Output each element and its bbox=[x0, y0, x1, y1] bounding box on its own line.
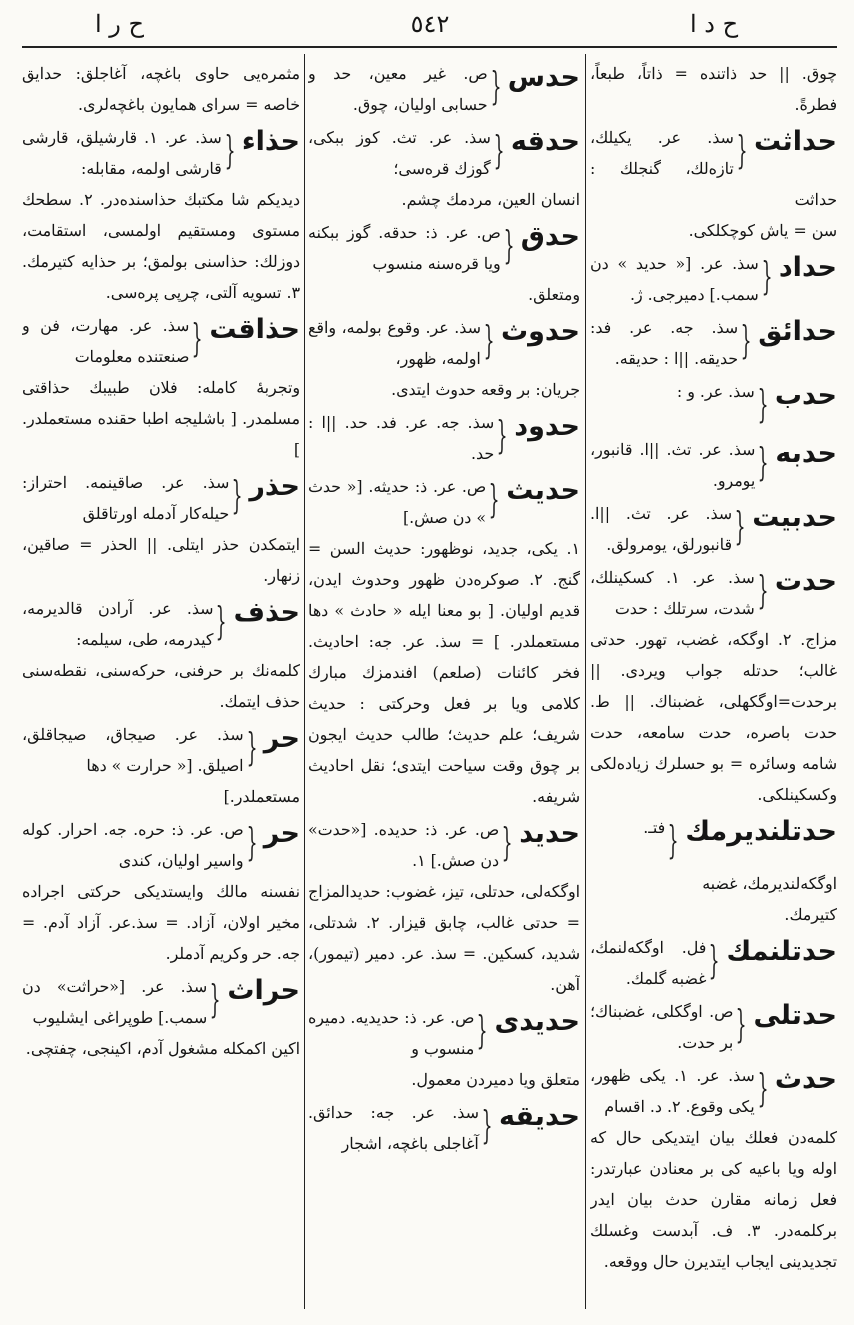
dictionary-entry bbox=[590, 562, 837, 810]
dictionary-entry bbox=[22, 593, 300, 717]
brace-glyph: { bbox=[496, 413, 508, 457]
entry-gloss: ص. عر. ذ: حديده. [«حدت» دن صش.] ١. bbox=[308, 820, 500, 870]
dictionary-entry bbox=[308, 312, 580, 405]
brace-glyph: { bbox=[761, 254, 773, 298]
brace-glyph: { bbox=[246, 725, 258, 769]
page-number: ٥٤٢ bbox=[410, 10, 450, 38]
dictionary-entry bbox=[22, 467, 300, 591]
entry-gloss: سذ. جه. عر. فد: حديقه. ||ا : حديقه. bbox=[590, 318, 739, 368]
dictionary-entry bbox=[590, 498, 837, 560]
column-left bbox=[22, 58, 300, 1308]
dictionary-entry bbox=[308, 1097, 580, 1159]
dictionary-entry bbox=[590, 932, 837, 994]
dictionary-entry bbox=[22, 122, 300, 308]
brace-glyph: { bbox=[493, 128, 505, 172]
entry-headword: حذف bbox=[233, 597, 300, 628]
entry-text: چوق. || حد ذاتنده = ذاتاً، طبعاً، فطرةً. bbox=[590, 64, 837, 114]
entry-gloss: فتـ. اوگكه‌لنديرمك، غضبه bbox=[643, 818, 837, 893]
entry-text: ومتعلق. bbox=[528, 285, 580, 304]
entry-gloss: سذ. عر. ١. يكى ظهور، يكى وقوع. ٢. د. اقسام bbox=[590, 1066, 755, 1116]
entry-text: سن = ياش كوچكلكى. bbox=[688, 221, 837, 240]
brace-glyph: { bbox=[246, 820, 258, 864]
entry-text: ديديكم شا مكتبك حذاسنده‌در. ٢. سطحك مستوى ومستقيم اولمسى، استقامت، دوزلك: حذاسنى بولمق؛ بر حذايه كتيرمك. ٣. تسويه آلتى، چرپى پره‌سى. bbox=[22, 190, 300, 302]
brace-glyph: { bbox=[708, 938, 720, 982]
brace-glyph: { bbox=[481, 1103, 493, 1147]
entry-text: مثمره‌يى حاوى باغچه، آغاجلق: حدايق خاصه = سراى هما‌يون باغچه‌لرى. bbox=[22, 64, 300, 114]
entry-gloss: سذ. عر. تث. ||ا. قانبورلق، يومرولق. bbox=[590, 504, 733, 554]
dictionary-entry bbox=[590, 434, 837, 496]
dictionary-entry bbox=[22, 814, 300, 969]
entry-headword: حدث bbox=[774, 1064, 837, 1095]
dictionary-entry bbox=[590, 312, 837, 374]
entry-headword: حذاء bbox=[241, 126, 300, 157]
entry-gloss: ص. عر. ذ: حدقه. گوز ببكنه ويا قره‌سنه منسوب bbox=[308, 223, 501, 273]
dictionary-entry bbox=[22, 58, 300, 120]
page-header bbox=[0, 0, 854, 46]
entry-text: اكين اكمكله مشغول آدم، اكينجى، چفتچى. bbox=[25, 1039, 300, 1058]
entry-gloss: ص. اوگكلى، غضبناك؛ بر حدت. bbox=[590, 1002, 734, 1052]
entry-headword: حدتلنديرمك bbox=[685, 816, 837, 847]
entry-text: ١. يكى، جديد، نوظهور: حديث السن = گنج. ٢. صوكره‌دن ظهور وحدوث ايدن، قديم اوليان. [ بو معنا ايله « حادث » دها مستعملدر. ] = سذ. عر. جه: احاديث. فخر كائنات (صلعم) افندمزك مبارك كلامى ويا بر فعل وحركتى : حديث شريف؛ علم حديث؛ طالب حديث ايجون بر چوق وقت سياحت ايتدى؛ نقل احاديث شريفه. bbox=[308, 539, 580, 806]
brace-glyph: { bbox=[501, 820, 513, 864]
entry-headword: حديقه bbox=[499, 1101, 580, 1132]
entry-text: مزاج. ٢. اوگكه، غضب، تهور. حدتى غالب؛ حدتله جواب ويردى. ||برحدت=اوگكهلى، غضبناك. || ط. حدت باصره، حدت سامعه، حدت شامه وسائره = بو حسلرك زياده‌لكى وكسكينلكى. bbox=[590, 630, 837, 804]
entry-headword: حديث bbox=[506, 475, 580, 506]
entry-headword: حدب bbox=[774, 380, 837, 411]
entry-headword: حديد bbox=[519, 818, 580, 849]
entry-gloss: سذ. عر. جه: حدائق. آغاجلى باغچه، اشجار bbox=[308, 1103, 479, 1153]
entry-text: جريان: بر وقعه حدوث ايتدى. bbox=[391, 380, 580, 399]
entry-gloss: سذ. عر. ١. قارشيلق، قارشى قارشى اولمه، مقابله: bbox=[22, 128, 222, 178]
entry-gloss: سذ. عر. صاقينمه. احتراز: حيله‌كار آدمله اورتاقلق bbox=[22, 473, 230, 523]
entry-gloss: سذ. عر. تث. كوز ببكى، گوزك قره‌سى؛ bbox=[308, 128, 491, 178]
entry-headword: حداثت bbox=[753, 126, 837, 157]
dictionary-entry bbox=[308, 471, 580, 812]
entry-text: مستعملدر.] bbox=[223, 787, 300, 806]
entry-headword: حدت bbox=[774, 566, 837, 597]
brace-glyph: { bbox=[734, 504, 746, 548]
column-right bbox=[590, 58, 837, 1308]
brace-glyph: { bbox=[191, 316, 203, 360]
entry-headword: حدائق bbox=[758, 316, 837, 347]
brace-glyph: { bbox=[740, 318, 752, 362]
dictionary-entry bbox=[308, 122, 580, 215]
dictionary-entry bbox=[22, 971, 300, 1064]
dictionary-entry bbox=[590, 996, 837, 1058]
entry-gloss: فل. اوگكه‌لنمك، غضبه گلمك. bbox=[590, 938, 707, 988]
entry-text: ايتمكدن حذر ايتلى. || الحذر = صاقين، زنهار. bbox=[22, 535, 300, 585]
brace-glyph: { bbox=[216, 599, 227, 643]
dictionary-entry bbox=[308, 814, 580, 1000]
entry-headword: حر bbox=[263, 723, 300, 754]
brace-glyph: { bbox=[488, 477, 500, 521]
brace-glyph: { bbox=[224, 128, 236, 172]
dictionary-entry bbox=[590, 58, 837, 120]
dictionary-entry bbox=[590, 248, 837, 310]
entry-headword: حدبه bbox=[775, 438, 837, 469]
entry-text: انسان العين، مردمك چشم. bbox=[401, 190, 580, 209]
entry-headword: حدس bbox=[507, 62, 580, 93]
dictionary-entry bbox=[590, 122, 837, 246]
column-divider-right bbox=[585, 54, 586, 1309]
entry-gloss: سذ. عر. تث. ||ا. قانبور، يومرو. bbox=[590, 440, 756, 490]
entry-headword: حديدى bbox=[494, 1006, 580, 1037]
brace-glyph: { bbox=[503, 223, 515, 267]
entry-gloss: ص. عر. ذ: حره. جه. احرار. كوله واسير اوليان، كندى bbox=[22, 820, 244, 870]
entry-headword: حداد bbox=[778, 252, 837, 283]
entry-headword: حدوث bbox=[501, 316, 580, 347]
entry-headword: حدتلى bbox=[753, 1000, 837, 1031]
dictionary-entry bbox=[22, 310, 300, 465]
entry-text: اوگكه‌لى، حدتلى، تيز، غضوب: حديدالمزاج = حدتى غالب، چابق قيزار. ٢. شدتلى، شديد، كسكين. = سذ. عر. دمير (تيمور)، آهن. bbox=[308, 882, 580, 994]
entry-gloss: سذ. عر. يكيلك، تازه‌لك، گنجلك : حداثت bbox=[590, 128, 837, 209]
entry-text: وتجربهٔ كامله: فلان طبيبك حذاقتى مسلمدر. [ باشليجه اطبا حقنده مستعملدر. ] bbox=[22, 378, 300, 459]
dictionary-entry bbox=[590, 376, 837, 432]
entry-gloss: ص. عر. ذ: حديديه. دميره منسوب و bbox=[308, 1008, 475, 1058]
header-rule bbox=[22, 46, 837, 48]
dictionary-entry bbox=[308, 58, 580, 120]
entry-headword: حذاقت bbox=[209, 314, 300, 345]
entry-headword: حراث bbox=[227, 975, 300, 1006]
header-right-letters: ح د ا bbox=[690, 10, 739, 38]
dictionary-entry bbox=[590, 812, 837, 930]
header-left-letters: ح ر ا bbox=[95, 10, 145, 38]
brace-glyph: { bbox=[490, 64, 502, 108]
entry-headword: حدق bbox=[520, 221, 580, 252]
entry-gloss: سذ. عر. [«حراثت» دن سمب.] طوپراغى ايشليوب bbox=[22, 977, 208, 1027]
entry-gloss: سذ. عر. وقوع بولمه، واقع اولمه، ظهور، bbox=[308, 318, 481, 368]
brace-glyph: { bbox=[476, 1008, 488, 1052]
column-divider-left bbox=[304, 54, 305, 1309]
entry-text: متعلق ويا دميردن معمول. bbox=[411, 1070, 580, 1089]
dictionary-entry bbox=[308, 217, 580, 310]
brace-glyph: { bbox=[209, 977, 221, 1021]
brace-glyph: { bbox=[757, 382, 769, 426]
dictionary-entry bbox=[308, 1002, 580, 1095]
entry-headword: حدبيت bbox=[752, 502, 837, 533]
entry-headword: حدتلنمك bbox=[726, 936, 837, 967]
column-middle bbox=[308, 58, 580, 1308]
entry-text: كتيرمك. bbox=[784, 905, 837, 924]
entry-gloss: سذ. عر. [« حديد » دن سمب.] دميرجى. ژ. bbox=[590, 254, 759, 304]
entry-gloss: سذ. جه. عر. فد. حد. ||ا : حد. bbox=[308, 413, 495, 463]
entry-gloss: سذ. عر. و : bbox=[676, 382, 755, 401]
dictionary-entry bbox=[590, 1060, 837, 1277]
entry-text: نفسنه مالك وايستديكى حركتى اجراده مخير اولان، آزاد. = سذ.عر. آزاد آدم. = جه. حر وكريم آدملر. bbox=[22, 882, 300, 963]
entry-gloss: ص. عر. ذ: حديثه. [« حدث » دن صش.] bbox=[308, 477, 487, 527]
entry-headword: حدود bbox=[514, 411, 580, 442]
entry-gloss: سذ. عر. صيجاق، صيجاقلق، اصيلق. [« حرارت » دها bbox=[22, 725, 244, 775]
brace-glyph: { bbox=[757, 568, 769, 612]
entry-headword: حذر bbox=[249, 471, 300, 502]
entry-gloss: سذ. عر. ١. كسكينلك، شدت، سرتلك : حدت bbox=[590, 568, 755, 618]
entry-gloss: سذ. عر. مهارت، فن و صنعتنده معلومات bbox=[22, 316, 190, 366]
dictionary-entry bbox=[22, 719, 300, 812]
entry-headword: حر bbox=[263, 818, 300, 849]
brace-glyph: { bbox=[757, 440, 769, 484]
brace-glyph: { bbox=[667, 818, 679, 862]
entry-headword: حدقه bbox=[510, 126, 580, 157]
brace-glyph: { bbox=[735, 1002, 747, 1046]
entry-text: كلمه‌نك بر حرفنى، حركه‌سنى، نقطه‌سنى حذف ايتمك. bbox=[22, 661, 300, 711]
brace-glyph: { bbox=[231, 473, 243, 517]
entry-gloss: سذ. عر. آرادن قالديرمه، كيدرمه، طى، سيلمه: bbox=[22, 599, 214, 649]
brace-glyph: { bbox=[483, 318, 495, 362]
brace-glyph: { bbox=[757, 1066, 769, 1110]
entry-text: كلمه‌دن فعلك بيان ايتديكى حال كه اوله ويا باعيه كى بر معنادن عبارتدر: فعل زمانه مقارن حدث بيان ايدر بركلمه‌در. ٣. ف. آبدست وغسلك تجديدينى ايجاب ايتديرن حال ووقعه. bbox=[590, 1128, 837, 1271]
brace-glyph: { bbox=[736, 128, 748, 172]
entry-gloss: ص. غير معين، حد و حسابى اوليان، چوق. bbox=[308, 64, 488, 114]
dictionary-entry bbox=[308, 407, 580, 469]
